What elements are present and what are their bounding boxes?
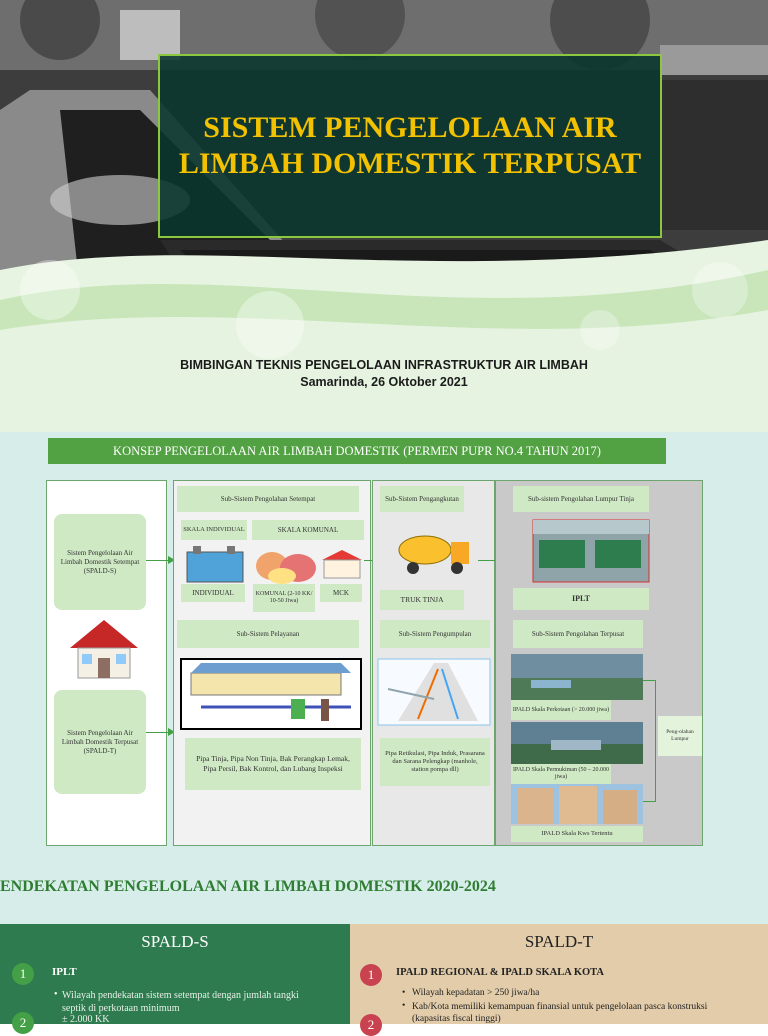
pengolahan-lumpur-label: Peng-olahan Lumpur [658,716,702,756]
spald-s-bullet: Wilayah pendekatan sistem setempat dengan jumlah tangki septik di perkotaan minimum [62,990,299,1014]
ipald-regional-item: IPALD REGIONAL & IPALD SKALA KOTA [396,967,604,978]
spald-t-heading: SPALD-T [524,932,594,951]
slide-date: Samarinda, 26 Oktober 2021 [300,375,468,389]
pengumpulan-description: Pipa Retikulasi, Pipa Induk, Prasarana dan Sarana Pelengkap (manhole, station pompa dll) [380,738,490,786]
ipald-city-photo [511,654,643,700]
septic-tank-icon [183,544,247,584]
sub-pelayanan-label: Sub-Sistem Pelayanan [177,620,359,648]
title-box [158,54,662,238]
komunal-label: KOMUNAL (2-10 KK/ 10-50 Jiwa) [253,584,315,612]
spald-s-column [0,924,350,1030]
ipald-kawasan-label: IPALD Skala Kws Tertentu [511,826,643,842]
spald-t-bullet: Kab/Kota memiliki kemampuan finansial untuk pengelolaan pasca konstruksi (kapasitas fiscal tinggi) [412,1002,708,1024]
spald-s-heading: SPALD-S [141,932,209,951]
iplt-label: IPLT [513,588,649,610]
individual-label: INDIVIDUAL [181,584,245,602]
item-number: 1 [360,964,382,986]
iplt-photo [533,520,649,582]
bracket-line [643,680,656,802]
item-number: 1 [12,963,34,985]
item-number: 2 [12,1012,34,1034]
bullet-dot: • [402,988,406,998]
sub-lumpur-label: Sub-sistem Pengolahan Lumpur Tinja [513,486,649,512]
ipald-permukiman-label: IPALD Skala Permukiman (50 – 20.000 jiwa) [511,764,611,784]
truk-tinja-label: TRUK TINJA [380,590,464,610]
iplt-item: IPLT [52,966,77,978]
piping-diagram-icon [181,659,361,729]
spald-t-label: Sistem Pengelolaan Air Limbah Domestik Terpusat (SPALD-T) [54,690,146,794]
skala-komunal-label: SKALA KOMUNAL [252,520,364,540]
spald-s-label: Sistem Pengelolaan Air Limbah Domestik Setempat (SPALD-S) [54,514,146,610]
mck-label: MCK [320,584,362,602]
approach-slide [0,864,768,1032]
ipald-settlement-photo [511,722,643,764]
approach-title: ENDEKATAN PENGELOLAAN AIR LIMBAH DOMESTIK 2020-2024 [0,878,496,895]
item-number: 2 [360,1014,382,1036]
bullet-dot: • [54,989,58,1000]
concept-slide [0,432,768,864]
pelayanan-description: Pipa Tinja, Pipa Non Tinja, Bak Perangkap Lemak, Pipa Persil, Bak Kontrol, dan Lubang Inspeksi [185,738,361,790]
sub-setempat-label: Sub-Sistem Pengolahan Setempat [177,486,359,512]
concept-header: KONSEP PENGELOLAAN AIR LIMBAH DOMESTIK (PERMEN PUPR NO.4 TAHUN 2017) [48,438,666,464]
septic-truck-icon [397,532,473,576]
spald-t-bullet: Wilayah kepadatan > 250 jiwa/ha [412,988,540,998]
sub-terpusat-label: Sub-Sistem Pengolahan Terpusat [513,620,643,648]
ipald-kota-label: IPALD Skala Perkotaan (> 20.000 jiwa) [511,700,611,720]
sewer-network-icon [378,659,490,725]
skala-individual-label: SKALA INDIVIDUAL [181,520,247,540]
house-icon [68,618,140,682]
ipald-apartment-photo [511,784,643,824]
sub-pengangkutan-label: Sub-Sistem Pengangkutan [380,486,464,512]
spald-t-column [350,924,768,1032]
spald-s-bullet-cont: ± 2.000 KK [62,1014,110,1025]
slide-subtitle: BIMBINGAN TEKNIS PENGELOLAAN INFRASTRUKTUR AIR LIMBAH [180,358,588,372]
title-slide [0,0,768,432]
green-wave-decoration [0,230,768,432]
bullet-dot: • [402,1001,406,1011]
sub-pengumpulan-label: Sub-Sistem Pengumpulan [380,620,490,648]
slide-title: SISTEM PENGELOLAAN AIR LIMBAH DOMESTIK TERPUSAT [178,111,642,180]
communal-tank-icon [252,546,320,586]
mck-building-icon [320,548,364,580]
